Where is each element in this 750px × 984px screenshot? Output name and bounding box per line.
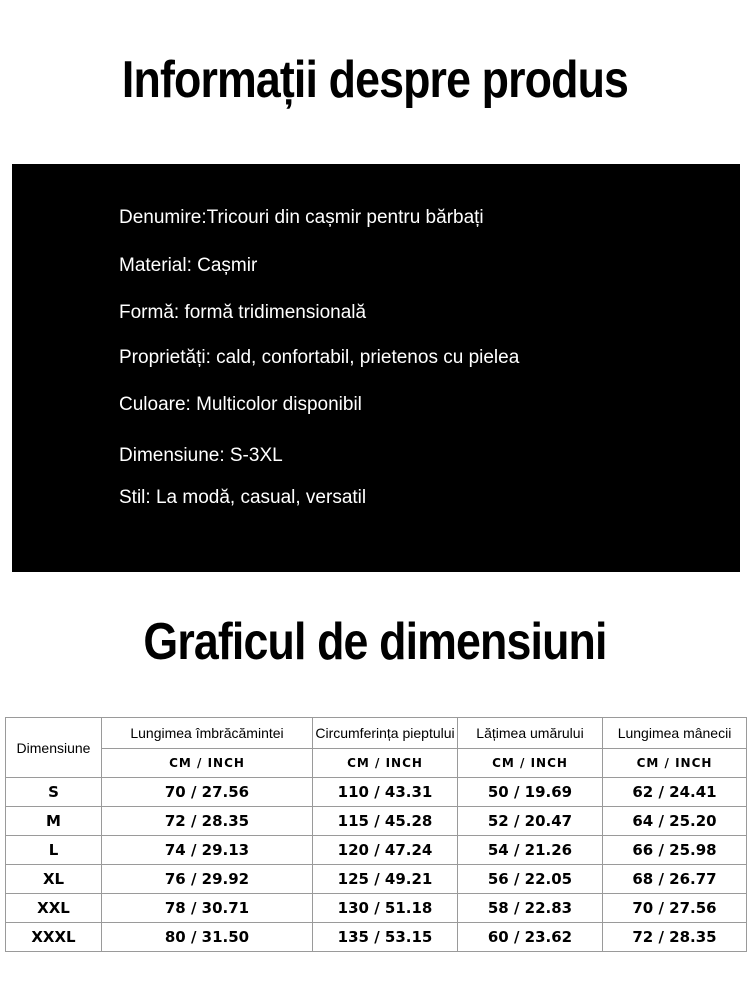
info-line-name: Denumire:Tricouri din cașmir pentru bărbați <box>119 207 484 228</box>
product-info-panel <box>12 164 740 572</box>
table-cell: 68 / 26.77 <box>603 865 747 894</box>
table-cell: 135 / 53.15 <box>313 923 458 952</box>
info-line-material: Material: Cașmir <box>119 255 258 276</box>
table-row <box>6 836 747 865</box>
table-row <box>6 923 747 952</box>
size-chart-title: Graficul de dimensiuni <box>143 613 607 671</box>
info-line-shape: Formă: formă tridimensională <box>119 302 367 323</box>
size-chart-table <box>5 717 747 952</box>
unit-label: CM / INCH <box>102 749 313 778</box>
column-header-chest: Circumferința pieptului <box>313 718 458 749</box>
table-cell: 50 / 19.69 <box>458 778 603 807</box>
table-cell: 110 / 43.31 <box>313 778 458 807</box>
unit-label: CM / INCH <box>603 749 747 778</box>
table-cell: 62 / 24.41 <box>603 778 747 807</box>
unit-label: CM / INCH <box>313 749 458 778</box>
table-unit-row <box>6 749 747 778</box>
info-line-color: Culoare: Multicolor disponibil <box>119 394 362 415</box>
size-label: XL <box>6 865 102 894</box>
table-cell: 130 / 51.18 <box>313 894 458 923</box>
dimension-header: Dimensiune <box>6 718 102 778</box>
table-cell: 64 / 25.20 <box>603 807 747 836</box>
table-cell: 66 / 25.98 <box>603 836 747 865</box>
table-cell: 70 / 27.56 <box>603 894 747 923</box>
info-line-style: Stil: La modă, casual, versatil <box>119 487 367 508</box>
table-cell: 120 / 47.24 <box>313 836 458 865</box>
size-label: L <box>6 836 102 865</box>
size-label: XXL <box>6 894 102 923</box>
table-cell: 78 / 30.71 <box>102 894 313 923</box>
table-header-row <box>6 718 747 749</box>
size-label: S <box>6 778 102 807</box>
table-cell: 125 / 49.21 <box>313 865 458 894</box>
table-cell: 72 / 28.35 <box>603 923 747 952</box>
column-header-garment-length: Lungimea îmbrăcămintei <box>102 718 313 749</box>
table-cell: 60 / 23.62 <box>458 923 603 952</box>
table-cell: 80 / 31.50 <box>102 923 313 952</box>
table-cell: 76 / 29.92 <box>102 865 313 894</box>
info-line-properties: Proprietăți: cald, confortabil, prietenos cu pielea <box>119 347 520 368</box>
table-cell: 72 / 28.35 <box>102 807 313 836</box>
table-row <box>6 865 747 894</box>
table-cell: 56 / 22.05 <box>458 865 603 894</box>
size-label: M <box>6 807 102 836</box>
table-cell: 70 / 27.56 <box>102 778 313 807</box>
size-label: XXXL <box>6 923 102 952</box>
table-row <box>6 807 747 836</box>
unit-label: CM / INCH <box>458 749 603 778</box>
table-row <box>6 778 747 807</box>
column-header-shoulder: Lățimea umărului <box>458 718 603 749</box>
table-cell: 58 / 22.83 <box>458 894 603 923</box>
table-cell: 115 / 45.28 <box>313 807 458 836</box>
column-header-sleeve: Lungimea mânecii <box>603 718 747 749</box>
table-cell: 54 / 21.26 <box>458 836 603 865</box>
info-line-size: Dimensiune: S-3XL <box>119 445 283 466</box>
table-row <box>6 894 747 923</box>
product-info-title: Informații despre produs <box>121 51 629 109</box>
table-cell: 74 / 29.13 <box>102 836 313 865</box>
table-cell: 52 / 20.47 <box>458 807 603 836</box>
